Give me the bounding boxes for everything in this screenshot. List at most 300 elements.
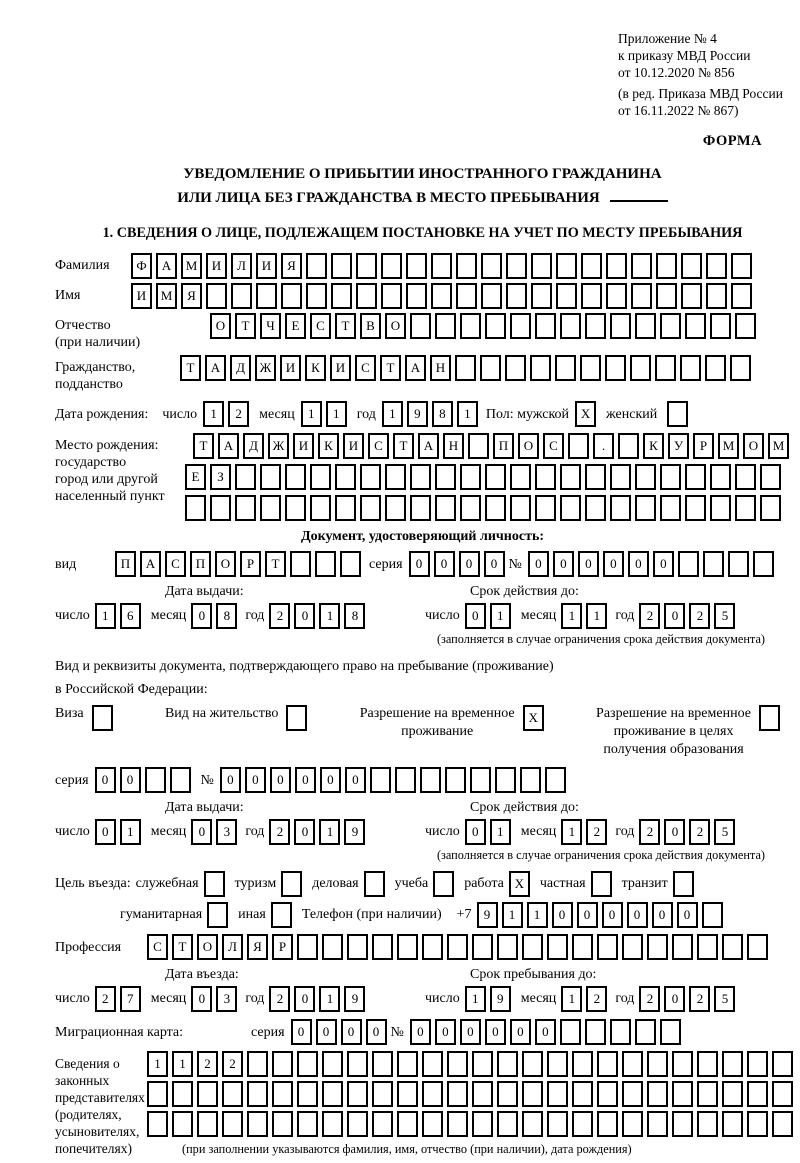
- cell[interactable]: С: [147, 934, 168, 960]
- cell[interactable]: [560, 464, 581, 490]
- cell[interactable]: [630, 355, 651, 381]
- cell[interactable]: [568, 433, 589, 459]
- cell[interactable]: [506, 283, 527, 309]
- cell[interactable]: [622, 934, 643, 960]
- cell[interactable]: Ч: [260, 313, 281, 339]
- cell[interactable]: [331, 253, 352, 279]
- cell[interactable]: [410, 495, 431, 521]
- cell[interactable]: Р: [240, 551, 261, 577]
- cell[interactable]: В: [360, 313, 381, 339]
- cell[interactable]: [485, 495, 506, 521]
- cell[interactable]: 0: [291, 1019, 312, 1045]
- iddoc-expiry-year-cells[interactable]: [639, 603, 735, 629]
- cell[interactable]: [685, 313, 706, 339]
- cell[interactable]: 8: [432, 401, 453, 427]
- cell[interactable]: 0: [484, 551, 505, 577]
- cell[interactable]: [597, 1081, 618, 1107]
- cell[interactable]: [585, 464, 606, 490]
- firstname-cells[interactable]: [131, 283, 752, 309]
- cell[interactable]: [535, 313, 556, 339]
- representatives-cells-row1[interactable]: [147, 1051, 793, 1077]
- cell[interactable]: Я: [281, 253, 302, 279]
- cell[interactable]: 0: [627, 902, 648, 928]
- cell[interactable]: 0: [434, 551, 455, 577]
- cell[interactable]: [610, 313, 631, 339]
- cell[interactable]: 0: [602, 902, 623, 928]
- surname-cells[interactable]: [131, 253, 752, 279]
- cell[interactable]: [647, 1111, 668, 1137]
- cell[interactable]: [185, 495, 206, 521]
- cell[interactable]: [406, 253, 427, 279]
- cell[interactable]: 1: [465, 986, 486, 1012]
- cell[interactable]: [381, 283, 402, 309]
- cell[interactable]: [735, 464, 756, 490]
- vnzh-checkbox[interactable]: [286, 705, 307, 731]
- cell[interactable]: Т: [393, 433, 414, 459]
- cell[interactable]: Ж: [255, 355, 276, 381]
- cell[interactable]: 0: [603, 551, 624, 577]
- cell[interactable]: [222, 1081, 243, 1107]
- cell[interactable]: Е: [285, 313, 306, 339]
- cell[interactable]: [735, 313, 756, 339]
- cell[interactable]: [310, 464, 331, 490]
- cell[interactable]: [581, 253, 602, 279]
- cell[interactable]: [631, 283, 652, 309]
- cell[interactable]: 1: [527, 902, 548, 928]
- cell[interactable]: 0: [95, 767, 116, 793]
- cell[interactable]: [347, 1111, 368, 1137]
- cell[interactable]: [672, 1081, 693, 1107]
- cell[interactable]: [710, 313, 731, 339]
- cell[interactable]: 0: [294, 986, 315, 1012]
- cell[interactable]: 7: [120, 986, 141, 1012]
- cell[interactable]: [247, 1051, 268, 1077]
- cell[interactable]: [360, 464, 381, 490]
- cell[interactable]: [322, 934, 343, 960]
- cell[interactable]: 1: [95, 603, 116, 629]
- cell[interactable]: Д: [230, 355, 251, 381]
- purpose-turizm-checkbox[interactable]: [281, 871, 302, 897]
- cell[interactable]: 0: [435, 1019, 456, 1045]
- cell[interactable]: К: [318, 433, 339, 459]
- cell[interactable]: [610, 495, 631, 521]
- cell[interactable]: П: [190, 551, 211, 577]
- cell[interactable]: 0: [341, 1019, 362, 1045]
- cell[interactable]: 5: [714, 603, 735, 629]
- cell[interactable]: [685, 464, 706, 490]
- cell[interactable]: [622, 1081, 643, 1107]
- cell[interactable]: [335, 495, 356, 521]
- cell[interactable]: [372, 1051, 393, 1077]
- cell[interactable]: [385, 495, 406, 521]
- cell[interactable]: [456, 253, 477, 279]
- iddoc-type-cells[interactable]: [115, 551, 361, 577]
- cell[interactable]: 0: [552, 902, 573, 928]
- cell[interactable]: [560, 495, 581, 521]
- cell[interactable]: .: [593, 433, 614, 459]
- cell[interactable]: [172, 1111, 193, 1137]
- cell[interactable]: К: [643, 433, 664, 459]
- cell[interactable]: [680, 355, 701, 381]
- cell[interactable]: [445, 767, 466, 793]
- cell[interactable]: [472, 934, 493, 960]
- purpose-tranzit-checkbox[interactable]: [673, 871, 694, 897]
- cell[interactable]: 0: [535, 1019, 556, 1045]
- cell[interactable]: А: [140, 551, 161, 577]
- cell[interactable]: С: [310, 313, 331, 339]
- cell[interactable]: [735, 495, 756, 521]
- cell[interactable]: [372, 934, 393, 960]
- cell[interactable]: [545, 767, 566, 793]
- cell[interactable]: [585, 1019, 606, 1045]
- cell[interactable]: Ф: [131, 253, 152, 279]
- cell[interactable]: [447, 934, 468, 960]
- cell[interactable]: [256, 283, 277, 309]
- cell[interactable]: 0: [465, 603, 486, 629]
- cell[interactable]: [685, 495, 706, 521]
- cell[interactable]: Т: [172, 934, 193, 960]
- cell[interactable]: [660, 1019, 681, 1045]
- female-checkbox[interactable]: [667, 401, 688, 427]
- cell[interactable]: [635, 313, 656, 339]
- cell[interactable]: [747, 1111, 768, 1137]
- cell[interactable]: А: [418, 433, 439, 459]
- cell[interactable]: [297, 934, 318, 960]
- cell[interactable]: 0: [220, 767, 241, 793]
- cell[interactable]: И: [206, 253, 227, 279]
- cell[interactable]: [697, 1081, 718, 1107]
- cell[interactable]: 2: [586, 819, 607, 845]
- cell[interactable]: [285, 495, 306, 521]
- cell[interactable]: [560, 1019, 581, 1045]
- cell[interactable]: [580, 355, 601, 381]
- cell[interactable]: 0: [664, 603, 685, 629]
- cell[interactable]: [481, 253, 502, 279]
- cell[interactable]: [447, 1051, 468, 1077]
- cell[interactable]: [560, 313, 581, 339]
- cell[interactable]: Т: [265, 551, 286, 577]
- cell[interactable]: И: [256, 253, 277, 279]
- entry-year-cells[interactable]: [269, 986, 365, 1012]
- cell[interactable]: [622, 1111, 643, 1137]
- cell[interactable]: [672, 934, 693, 960]
- cell[interactable]: [360, 495, 381, 521]
- cell[interactable]: Р: [272, 934, 293, 960]
- cell[interactable]: 0: [577, 902, 598, 928]
- iddoc-expiry-day-cells[interactable]: [465, 603, 511, 629]
- cell[interactable]: [660, 464, 681, 490]
- cell[interactable]: 5: [714, 819, 735, 845]
- resdoc-issue-day-cells[interactable]: [95, 819, 141, 845]
- cell[interactable]: [531, 283, 552, 309]
- resdoc-expiry-day-cells[interactable]: [465, 819, 511, 845]
- cell[interactable]: [647, 934, 668, 960]
- cell[interactable]: [731, 283, 752, 309]
- cell[interactable]: [485, 313, 506, 339]
- cell[interactable]: 0: [120, 767, 141, 793]
- cell[interactable]: 0: [465, 819, 486, 845]
- cell[interactable]: 2: [95, 986, 116, 1012]
- cell[interactable]: [447, 1111, 468, 1137]
- cell[interactable]: [170, 767, 191, 793]
- cell[interactable]: [606, 253, 627, 279]
- cell[interactable]: [435, 464, 456, 490]
- cell[interactable]: [760, 495, 781, 521]
- purpose-sluzhebnaya-checkbox[interactable]: [204, 871, 225, 897]
- cell[interactable]: 0: [191, 986, 212, 1012]
- cell[interactable]: [290, 551, 311, 577]
- cell[interactable]: [272, 1081, 293, 1107]
- cell[interactable]: 1: [490, 603, 511, 629]
- cell[interactable]: 9: [407, 401, 428, 427]
- cell[interactable]: [672, 1051, 693, 1077]
- cell[interactable]: [531, 253, 552, 279]
- cell[interactable]: [272, 1051, 293, 1077]
- cell[interactable]: [706, 283, 727, 309]
- cell[interactable]: [460, 495, 481, 521]
- cell[interactable]: [372, 1111, 393, 1137]
- cell[interactable]: [655, 355, 676, 381]
- cell[interactable]: [397, 1081, 418, 1107]
- cell[interactable]: 3: [216, 986, 237, 1012]
- cell[interactable]: Т: [380, 355, 401, 381]
- cell[interactable]: [222, 1111, 243, 1137]
- cell[interactable]: [618, 433, 639, 459]
- cell[interactable]: [306, 283, 327, 309]
- cell[interactable]: [681, 283, 702, 309]
- cell[interactable]: М: [181, 253, 202, 279]
- cell[interactable]: 2: [197, 1051, 218, 1077]
- cell[interactable]: [772, 1081, 793, 1107]
- cell[interactable]: [722, 934, 743, 960]
- cell[interactable]: 9: [344, 986, 365, 1012]
- cell[interactable]: [722, 1051, 743, 1077]
- cell[interactable]: 2: [639, 603, 660, 629]
- phone-cells[interactable]: [477, 902, 723, 928]
- cell[interactable]: [660, 313, 681, 339]
- cell[interactable]: Р: [693, 433, 714, 459]
- profession-cells[interactable]: [147, 934, 768, 960]
- cell[interactable]: [347, 1051, 368, 1077]
- cell[interactable]: [556, 253, 577, 279]
- cell[interactable]: 0: [664, 819, 685, 845]
- resdoc-expiry-year-cells[interactable]: [639, 819, 735, 845]
- cell[interactable]: 0: [528, 551, 549, 577]
- cell[interactable]: [297, 1051, 318, 1077]
- cell[interactable]: [522, 1051, 543, 1077]
- stay-day-cells[interactable]: [465, 986, 511, 1012]
- cell[interactable]: [310, 495, 331, 521]
- cell[interactable]: Л: [222, 934, 243, 960]
- cell[interactable]: С: [543, 433, 564, 459]
- cell[interactable]: [197, 1111, 218, 1137]
- cell[interactable]: 0: [366, 1019, 387, 1045]
- cell[interactable]: 2: [639, 986, 660, 1012]
- cell[interactable]: 9: [490, 986, 511, 1012]
- cell[interactable]: [235, 495, 256, 521]
- cell[interactable]: [506, 253, 527, 279]
- cell[interactable]: [547, 934, 568, 960]
- cell[interactable]: [597, 1051, 618, 1077]
- rvp-edu-checkbox[interactable]: [759, 705, 780, 731]
- cell[interactable]: [172, 1081, 193, 1107]
- cell[interactable]: К: [305, 355, 326, 381]
- cell[interactable]: О: [215, 551, 236, 577]
- cell[interactable]: [547, 1111, 568, 1137]
- representatives-cells-row3[interactable]: [147, 1111, 793, 1137]
- cell[interactable]: И: [343, 433, 364, 459]
- cell[interactable]: 1: [457, 401, 478, 427]
- cell[interactable]: 0: [653, 551, 674, 577]
- cell[interactable]: [485, 464, 506, 490]
- cell[interactable]: [145, 767, 166, 793]
- iddoc-issue-day-cells[interactable]: [95, 603, 141, 629]
- birth-month-cells[interactable]: [301, 401, 347, 427]
- cell[interactable]: [610, 464, 631, 490]
- cell[interactable]: 0: [664, 986, 685, 1012]
- cell[interactable]: [678, 551, 699, 577]
- cell[interactable]: [497, 1051, 518, 1077]
- cell[interactable]: [356, 253, 377, 279]
- cell[interactable]: [730, 355, 751, 381]
- cell[interactable]: [447, 1081, 468, 1107]
- cell[interactable]: 1: [319, 603, 340, 629]
- entry-day-cells[interactable]: [95, 986, 141, 1012]
- cell[interactable]: [247, 1111, 268, 1137]
- cell[interactable]: 0: [191, 603, 212, 629]
- cell[interactable]: 1: [561, 603, 582, 629]
- cell[interactable]: [597, 934, 618, 960]
- cell[interactable]: [510, 464, 531, 490]
- cell[interactable]: [702, 902, 723, 928]
- cell[interactable]: [406, 283, 427, 309]
- cell[interactable]: 2: [269, 819, 290, 845]
- cell[interactable]: 2: [689, 819, 710, 845]
- cell[interactable]: 2: [269, 603, 290, 629]
- cell[interactable]: [468, 433, 489, 459]
- male-checkbox[interactable]: X: [575, 401, 596, 427]
- cell[interactable]: [635, 1019, 656, 1045]
- cell[interactable]: 1: [203, 401, 224, 427]
- cell[interactable]: И: [280, 355, 301, 381]
- cell[interactable]: П: [115, 551, 136, 577]
- cell[interactable]: [497, 1111, 518, 1137]
- cell[interactable]: З: [210, 464, 231, 490]
- cell[interactable]: 0: [553, 551, 574, 577]
- resdoc-series-cells[interactable]: [95, 767, 191, 793]
- cell[interactable]: [431, 253, 452, 279]
- cell[interactable]: И: [131, 283, 152, 309]
- cell[interactable]: [422, 1111, 443, 1137]
- cell[interactable]: [397, 934, 418, 960]
- rvp-checkbox[interactable]: X: [523, 705, 544, 731]
- cell[interactable]: О: [385, 313, 406, 339]
- cell[interactable]: О: [210, 313, 231, 339]
- representatives-cells-row2[interactable]: [147, 1081, 793, 1107]
- cell[interactable]: 1: [382, 401, 403, 427]
- cell[interactable]: 0: [294, 819, 315, 845]
- cell[interactable]: М: [768, 433, 789, 459]
- cell[interactable]: [272, 1111, 293, 1137]
- resdoc-issue-year-cells[interactable]: [269, 819, 365, 845]
- cell[interactable]: А: [156, 253, 177, 279]
- birthplace-cells-row2[interactable]: [185, 464, 789, 490]
- cell[interactable]: 0: [459, 551, 480, 577]
- cell[interactable]: [281, 283, 302, 309]
- cell[interactable]: [322, 1081, 343, 1107]
- cell[interactable]: С: [355, 355, 376, 381]
- cell[interactable]: [370, 767, 391, 793]
- cell[interactable]: 0: [316, 1019, 337, 1045]
- cell[interactable]: 2: [269, 986, 290, 1012]
- cell[interactable]: [731, 253, 752, 279]
- cell[interactable]: 1: [502, 902, 523, 928]
- cell[interactable]: [585, 313, 606, 339]
- cell[interactable]: 0: [270, 767, 291, 793]
- cell[interactable]: [697, 1111, 718, 1137]
- cell[interactable]: [460, 313, 481, 339]
- cell[interactable]: [697, 934, 718, 960]
- cell[interactable]: [297, 1111, 318, 1137]
- cell[interactable]: Т: [335, 313, 356, 339]
- cell[interactable]: 1: [301, 401, 322, 427]
- cell[interactable]: [210, 495, 231, 521]
- cell[interactable]: [585, 495, 606, 521]
- cell[interactable]: [572, 934, 593, 960]
- cell[interactable]: [397, 1051, 418, 1077]
- patronymic-cells[interactable]: [210, 313, 756, 339]
- purpose-chastnaya-checkbox[interactable]: [591, 871, 612, 897]
- cell[interactable]: 1: [172, 1051, 193, 1077]
- cell[interactable]: П: [493, 433, 514, 459]
- cell[interactable]: [497, 1081, 518, 1107]
- resdoc-issue-month-cells[interactable]: [191, 819, 237, 845]
- cell[interactable]: С: [368, 433, 389, 459]
- cell[interactable]: Ж: [268, 433, 289, 459]
- cell[interactable]: [535, 495, 556, 521]
- cell[interactable]: 0: [578, 551, 599, 577]
- cell[interactable]: [260, 495, 281, 521]
- cell[interactable]: [710, 495, 731, 521]
- iddoc-series-cells[interactable]: [409, 551, 505, 577]
- cell[interactable]: [397, 1111, 418, 1137]
- cell[interactable]: И: [293, 433, 314, 459]
- cell[interactable]: [347, 934, 368, 960]
- purpose-ucheba-checkbox[interactable]: [433, 871, 454, 897]
- visa-checkbox[interactable]: [92, 705, 113, 731]
- cell[interactable]: [535, 464, 556, 490]
- cell[interactable]: 2: [228, 401, 249, 427]
- cell[interactable]: [422, 934, 443, 960]
- cell[interactable]: 2: [689, 603, 710, 629]
- cell[interactable]: Т: [193, 433, 214, 459]
- cell[interactable]: 1: [326, 401, 347, 427]
- cell[interactable]: 9: [477, 902, 498, 928]
- cell[interactable]: 0: [320, 767, 341, 793]
- cell[interactable]: Я: [247, 934, 268, 960]
- cell[interactable]: [728, 551, 749, 577]
- cell[interactable]: [510, 495, 531, 521]
- cell[interactable]: Н: [443, 433, 464, 459]
- cell[interactable]: Т: [180, 355, 201, 381]
- cell[interactable]: 0: [652, 902, 673, 928]
- cell[interactable]: [480, 355, 501, 381]
- purpose-delovaya-checkbox[interactable]: [364, 871, 385, 897]
- cell[interactable]: 0: [294, 603, 315, 629]
- purpose-gumanitarnaya-checkbox[interactable]: [207, 902, 228, 928]
- cell[interactable]: [410, 313, 431, 339]
- cell[interactable]: [660, 495, 681, 521]
